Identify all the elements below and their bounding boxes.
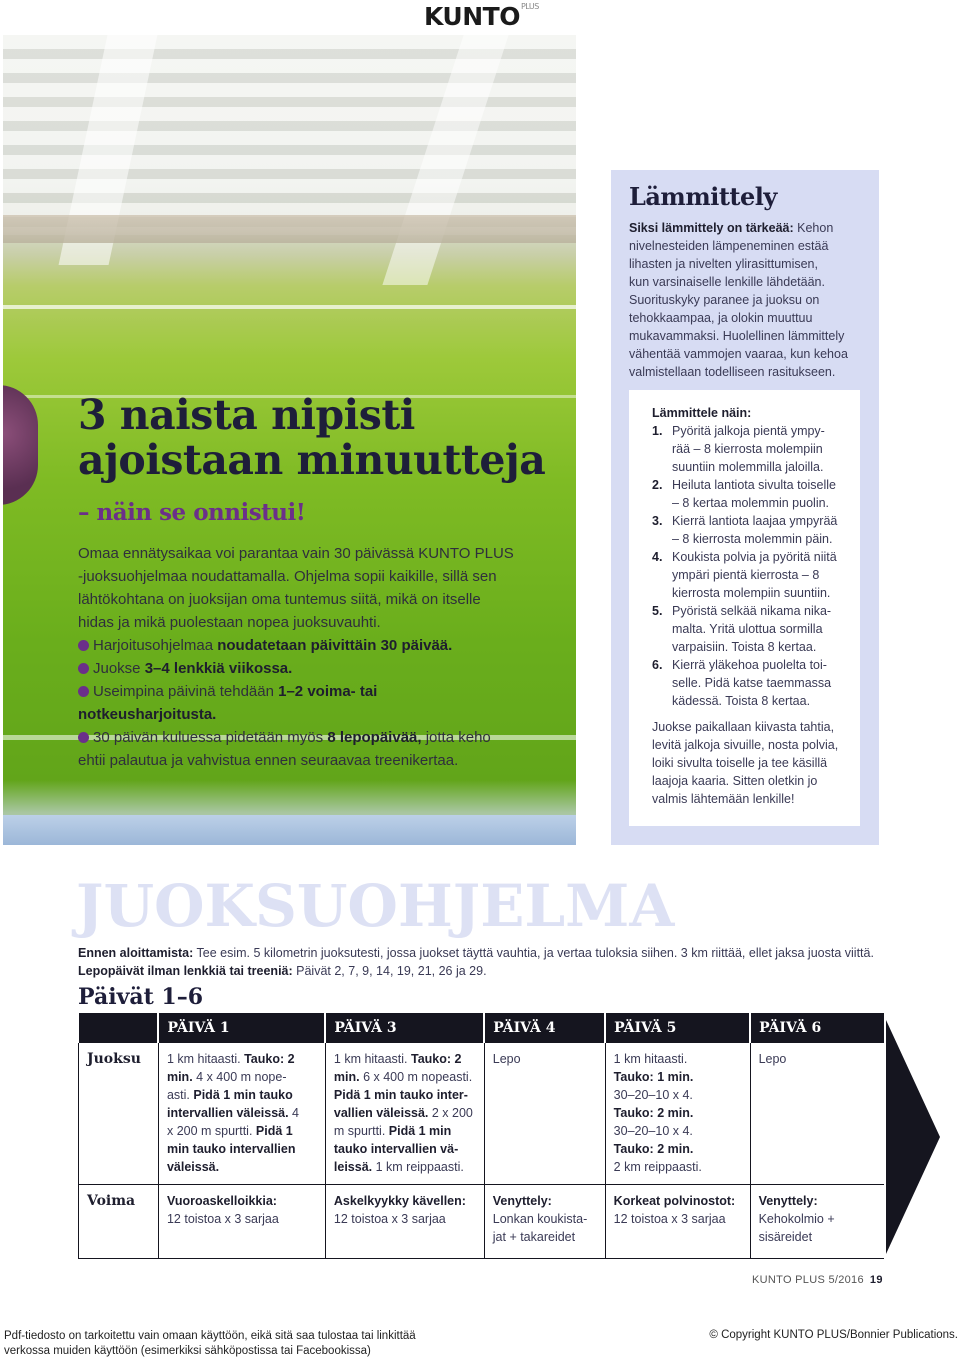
warmup-step: 3. Kierrä lantiota laajaa ympyrää – 8 kierrosta molemmin päin. (652, 514, 838, 546)
table-cell: Lepo (484, 1043, 605, 1185)
bullet-item: Juokse 3–4 lenkkiä viikossa. (78, 657, 548, 680)
column-header: PÄIVÄ 4 (484, 1013, 605, 1043)
bullet-item: 30 päivän kuluessa pidetään myös 8 lepopäivää, jotta keho (78, 726, 548, 749)
copyright: © Copyright KUNTO PLUS/Bonnier Publications. (709, 1329, 958, 1341)
table-row (79, 1043, 885, 1185)
warmup-step: 6. Kierrä yläkehoa puolelta toi- selle. Pidä katse taemmassa kädessä. Toista 8 kertaa. (652, 658, 832, 708)
magazine-logo: $KUNTO^{PLUS}$ (424, 2, 539, 31)
warmup-outro: Juokse paikallaan kiivasta tahtia, levitä jalkoja sivuille, nosta polvia, loiki sivulta toiselle ja tee käsillä laajoja kaaria. Sitten oletkin jo valmis lähtemään lenkille! (652, 720, 839, 806)
warmup-title: Lämmittely (629, 182, 777, 211)
program-title: JUOKSUOHJELMA (76, 872, 675, 940)
warmup-why: Siksi lämmittely on tärkeää: Kehon nivelnesteiden lämpeneminen estää lihasten ja nivelten ylirasittumisen, kun varsinaiselle lenkille lähdetään. Suorituskyky paranee ja juoksu on tehokkaampaa, ja olokin muuttuu mukavammaksi. Huolellinen lämmittely vähentää vammojen vaaraa, kun kehoa valmistellaan todelliseen rasitukseen. (629, 221, 848, 379)
warmup-instructions: Lämmittele näin: 1. Pyöritä jalkoja pientä ympy- rää – 8 kierrosta molempiin suuntiin molemmilla jaloilla. 2. Heiluta lantiota sivulta toiselle – 8 kertaa molemmin puolin. 3. Kierrä lantiota laajaa ympyrää – 8 kierrosta molemmin päin. 4. Koukista polvia ja pyöritä niitä ympäri pientä kierrosta – 8 kierrosta molempiin suuntiin. 5. Pyöristä selkää nikama nika- malta. Yritä ulottua sormilla varpaisiin. Toista 8 kertaa. 6. Kierrä yläkehoa puolelta toi- selle. Pidä katse taemmassa kädessä. Toista 8 kertaa. Juokse paikallaan kiivasta tahtia, levitä jalkoja sivuille, nosta polvia, loiki sivulta toiselle ja tee käsillä laajoja kaaria. Sitten oletkin jo valmis lähtemään lenkille! (629, 390, 860, 826)
warmup-box (611, 170, 879, 845)
column-header: PÄIVÄ 5 (605, 1013, 750, 1043)
row-label: Voima (79, 1185, 159, 1259)
table-cell: 1 km hitaasti. Tauko: 2 min. 4 x 400 m nope- asti. Pidä 1 min tauko intervallien väleissä. 4 x 200 m spurtti. Pidä 1 min tauko intervallien väleissä. (158, 1043, 325, 1185)
program-notes: Ennen aloittamista: Tee esim. 5 kilometrin juoksutesti, jossa juokset täyttä vauhtia, ja vertaa tuloksia siihen. 3 km riittää, ellet jaksa juosta viittä. Lepopäivät ilman lenkkiä tai treeniä: Päivät 2, 7, 9, 14, 19, 21, 26 ja 29. (78, 946, 874, 978)
days-heading: Päivät 1–6 (78, 984, 204, 1010)
column-header-blank (79, 1013, 159, 1043)
table-header-row (79, 1013, 885, 1043)
bullet-dot-icon (78, 663, 89, 674)
table-cell: Askelkyykky kävellen: 12 toistoa x 3 sarjaa (325, 1185, 484, 1259)
warmup-step: 5. Pyöristä selkää nikama nika- malta. Yritä ulottua sormilla varpaisiin. Toista 8 kertaa. (652, 604, 832, 654)
table-cell: 1 km hitaasti. Tauko: 2 min. 6 x 400 m nopeasti. Pidä 1 min tauko inter- vallien väleissä. 2 x 200 m spurtti. Pidä 1 min tauko intervallien vä- leissä. 1 km reippaasti. (325, 1043, 484, 1185)
program-table (78, 1013, 884, 1259)
table-cell: 1 km hitaasti. Tauko: 1 min. 30–20–10 x 4. Tauko: 2 min. 30–20–10 x 4. Tauko: 2 min. 2 km reippaasti. (605, 1043, 750, 1185)
column-header: PÄIVÄ 6 (750, 1013, 884, 1043)
table-cell: Korkeat polvinostot: 12 toistoa x 3 sarjaa (605, 1185, 750, 1259)
bullet-item: Useimpina päivinä tehdään 1–2 voima- tai (78, 680, 548, 703)
bullet-dot-icon (78, 686, 89, 697)
article-headline: 3 naista nipisti ajoistaan minuutteja (78, 391, 546, 484)
column-header: PÄIVÄ 3 (325, 1013, 484, 1043)
article-subhead: – näin se onnistui! (78, 499, 306, 526)
article-intro: Omaa ennätysaikaa voi parantaa vain 30 päivässä KUNTO PLUS -juoksuohjelmaa noudattamalla. Ohjelma sopii kaikille, sillä sen lähtökohtana on juoksijan oma tuntemus siitä, mikä on itselle hidas ja mikä puolestaan nopea juoksuvauhti. Harjoitusohjelmaa noudatetaan päivittäin 30 päivää. Juokse 3–4 lenkkiä viikossa. Useimpina päivinä tehdään 1–2 voima- tai notkeusharjoitusta. 30 päivän kuluessa pidetään myös 8 lepopäivää, jotta keho ehtii palautua ja vahvistua ennen seuraavaa treenikertaa. (78, 542, 548, 772)
continue-arrow-icon (886, 1020, 940, 1254)
bullet-item: Harjoitusohjelmaa noudatetaan päivittäin 30 päivää. (78, 634, 548, 657)
table-cell: Venyttely: Lonkan koukista- jat + takareidet (484, 1185, 605, 1259)
row-label: Juoksu (79, 1043, 159, 1185)
table-row (79, 1185, 885, 1259)
bullet-dot-icon (78, 732, 89, 743)
page-footer: KUNTO PLUS 5/2016 19 (752, 1274, 883, 1286)
warmup-steps (652, 422, 850, 710)
table-cell: Lepo (750, 1043, 884, 1185)
warmup-step: 4. Koukista polvia ja pyöritä niitä ympäri pientä kierrosta – 8 kierrosta molempiin suuntiin. (652, 550, 837, 600)
disclaimer: Pdf-tiedosto on tarkoitettu vain omaan käyttöön, eikä sitä saa tulostaa tai linkittää verkossa muiden käyttöön (esimerkiksi sähköpostissa tai Facebookissa) (4, 1330, 416, 1357)
bullet-dot-icon (78, 640, 89, 651)
column-header: PÄIVÄ 1 (158, 1013, 325, 1043)
warmup-step: 1. Pyöritä jalkoja pientä ympy- rää – 8 kierrosta molempiin suuntiin molemmilla jaloilla. (652, 424, 825, 474)
table-cell: Venyttely: Kehokolmio + sisäreidet (750, 1185, 884, 1259)
warmup-step: 2. Heiluta lantiota sivulta toiselle – 8 kertaa molemmin puolin. (652, 478, 836, 510)
table-cell: Vuoroaskelloikkia: 12 toistoa x 3 sarjaa (158, 1185, 325, 1259)
